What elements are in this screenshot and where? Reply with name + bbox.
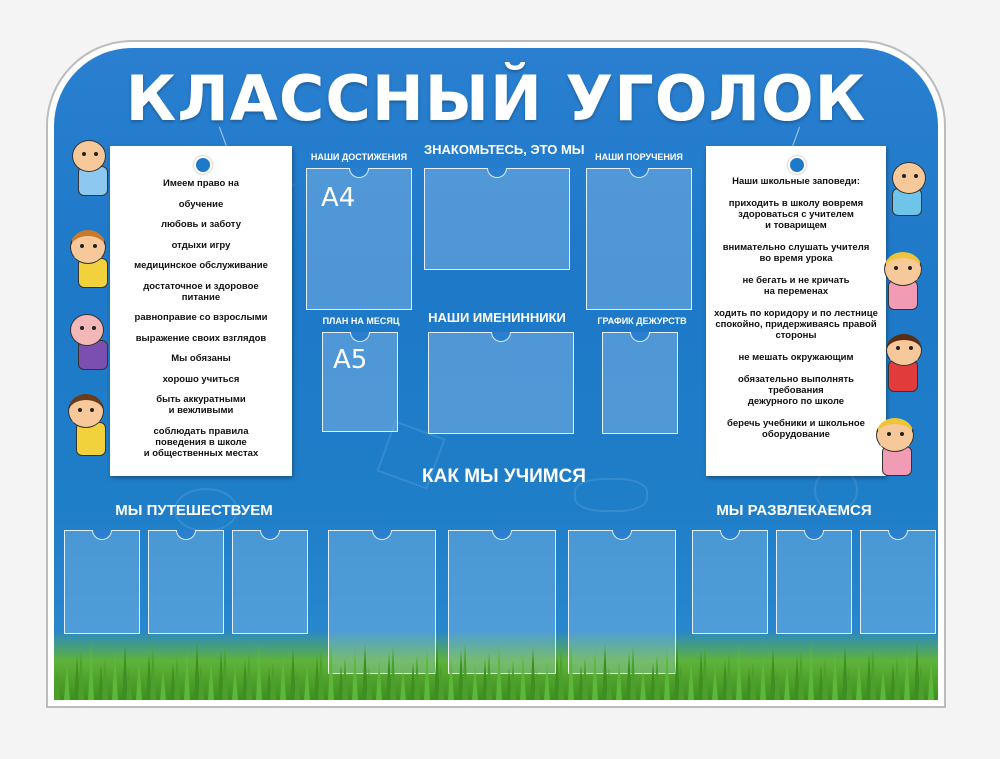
grass-blade	[102, 658, 108, 700]
classroom-board	[46, 40, 946, 708]
grass-blade	[544, 663, 550, 700]
grass-blade	[424, 648, 430, 700]
grass-blade	[568, 642, 574, 700]
card-item: Наши школьные заповеди:	[732, 176, 860, 187]
grass-blade	[112, 651, 118, 700]
grass-blade	[510, 661, 516, 700]
card-item: обучение	[178, 198, 224, 210]
grass-blade	[318, 649, 324, 700]
grass-blade	[184, 648, 190, 700]
grass-blade	[630, 646, 636, 700]
format-a5-label: A5	[333, 345, 368, 375]
grass-blade	[558, 649, 564, 700]
grass-blade	[712, 666, 718, 700]
travel-pocket-3[interactable]	[232, 530, 308, 634]
learn-pocket-1[interactable]	[328, 530, 436, 674]
grass-blade	[270, 661, 276, 700]
card-item: отдыхи игру	[171, 239, 231, 251]
card-item: ходить по коридору и по лестнице спокойно, придерживаясь правой стороны	[714, 308, 878, 341]
grass-blade	[366, 667, 372, 700]
grass-blade	[496, 645, 502, 700]
grass-blade	[88, 642, 94, 700]
grass-blade	[760, 654, 766, 700]
rights-list	[116, 178, 286, 459]
card-item: обязательно выполнять требования дежурного по школе	[737, 374, 855, 407]
grass-blade	[486, 652, 492, 700]
pin-icon	[788, 156, 806, 174]
grass-blade	[726, 652, 732, 700]
assignments-pocket[interactable]	[586, 168, 692, 310]
grass-blade	[832, 651, 838, 700]
grass-blade	[462, 643, 468, 700]
grass-blade	[678, 664, 684, 700]
card-item: Мы обязаны	[171, 353, 231, 364]
grass-blade	[78, 649, 84, 700]
grass-blade	[534, 670, 540, 700]
grass-blade	[880, 669, 886, 700]
card-item: достаточное и здоровое питание	[143, 280, 259, 303]
grass-blade	[846, 667, 852, 700]
card-item: медицинское обслуживание	[134, 260, 268, 271]
grass-blade	[246, 652, 252, 700]
grass-blade	[376, 660, 382, 700]
grass-blade	[688, 657, 694, 700]
pin-icon	[194, 156, 212, 174]
card-item: равноправие со взрослыми	[134, 312, 268, 323]
grass-blade	[280, 654, 286, 700]
card-item: Имеем право на	[163, 178, 239, 189]
grass-blade	[520, 654, 526, 700]
grass-blade	[208, 657, 214, 700]
board-panel	[54, 48, 938, 700]
card-item: внимательно слушать учителя во время урока	[722, 242, 870, 264]
rules-list	[710, 176, 882, 440]
meet-us-pocket[interactable]	[424, 168, 570, 270]
grass-blade	[160, 669, 166, 700]
grass-blade	[438, 664, 444, 700]
grass-blade	[798, 649, 804, 700]
grass-blade	[352, 651, 358, 700]
grass-blade	[870, 646, 876, 700]
card-item: не мешать окружающим	[738, 352, 854, 363]
grass-blade	[750, 661, 756, 700]
grass-blade	[136, 660, 142, 700]
achievements-label: НАШИ ДОСТИЖЕНИЯ	[310, 152, 408, 162]
format-a4-label: A4	[321, 183, 356, 213]
grass-blade	[784, 663, 790, 700]
card-item: не бегать и не кричать на переменах	[742, 275, 850, 297]
grass-blade	[918, 664, 924, 700]
grass-blade	[664, 648, 670, 700]
duty-schedule-pocket[interactable]	[602, 332, 678, 434]
grass-blade	[390, 646, 396, 700]
grass-blade	[592, 651, 598, 700]
card-item: выражение своих взглядов	[135, 332, 267, 344]
travel-pocket-1[interactable]	[64, 530, 140, 634]
card-item: беречь учебники и школьное оборудование	[727, 418, 865, 440]
grass-blade	[198, 664, 204, 700]
grass-blade	[904, 648, 910, 700]
grass-blade	[606, 667, 612, 700]
rights-card	[110, 146, 292, 476]
grass-blade	[150, 646, 156, 700]
learn-pocket-3[interactable]	[568, 530, 676, 674]
grass-blade	[54, 670, 60, 700]
fun-pocket-1[interactable]	[692, 530, 768, 634]
grass-blade	[654, 655, 660, 700]
grass-blade	[582, 658, 588, 700]
birthdays-pocket[interactable]	[428, 332, 574, 434]
month-plan-pocket[interactable]	[322, 332, 398, 432]
grass-blade	[774, 670, 780, 700]
fun-pocket-2[interactable]	[776, 530, 852, 634]
grass-blade	[928, 657, 934, 700]
grass-blade	[640, 669, 646, 700]
grass-blade	[736, 645, 742, 700]
grass-blade	[126, 667, 132, 700]
grass-blade	[232, 666, 238, 700]
how-we-learn-label: КАК МЫ УЧИМСЯ	[422, 466, 586, 487]
grass-blade	[304, 663, 310, 700]
we-have-fun-label: МЫ РАЗВЛЕКАЕМСЯ	[716, 502, 872, 519]
month-plan-label: ПЛАН НА МЕСЯЦ	[322, 316, 400, 326]
grass-blade	[174, 655, 180, 700]
grass-blade	[448, 657, 454, 700]
card-item: соблюдать правила поведения в школе и общественных местах	[143, 425, 259, 459]
rules-card	[706, 146, 886, 476]
grass-blade	[414, 655, 420, 700]
grass-blade	[472, 666, 478, 700]
card-item: приходить в школу вовремя здороваться с учителем и товарищем	[728, 198, 864, 231]
achievements-pocket[interactable]	[306, 168, 412, 310]
grass-blade	[400, 669, 406, 700]
travel-pocket-2[interactable]	[148, 530, 224, 634]
grass-blade	[256, 645, 262, 700]
we-travel-label: МЫ ПУТЕШЕСТВУЕМ	[115, 502, 273, 519]
grass-blade	[222, 643, 228, 700]
grass-blade	[856, 660, 862, 700]
assignments-label: НАШИ ПОРУЧЕНИЯ	[595, 152, 683, 162]
grass-blade	[328, 642, 334, 700]
grass-blade	[294, 670, 300, 700]
fun-pocket-3[interactable]	[860, 530, 936, 634]
card-item: быть аккуратными и вежливыми	[156, 394, 246, 416]
grass-blade	[702, 643, 708, 700]
grass-blade	[894, 655, 900, 700]
page-title: КЛАССНЫЙ УГОЛОК	[125, 62, 867, 135]
grass-blade	[822, 658, 828, 700]
card-item: любовь и заботу	[161, 219, 241, 230]
meet-us-label: ЗНАКОМЬТЕСЬ, ЭТО МЫ	[424, 142, 585, 157]
birthdays-label: НАШИ ИМЕНИННИКИ	[428, 310, 566, 325]
grass-blade	[616, 660, 622, 700]
duty-schedule-label: ГРАФИК ДЕЖУРСТВ	[597, 316, 687, 326]
grass-blade	[64, 663, 70, 700]
card-item: хорошо учиться	[162, 373, 240, 385]
grass-blade	[342, 658, 348, 700]
grass-blade	[808, 642, 814, 700]
